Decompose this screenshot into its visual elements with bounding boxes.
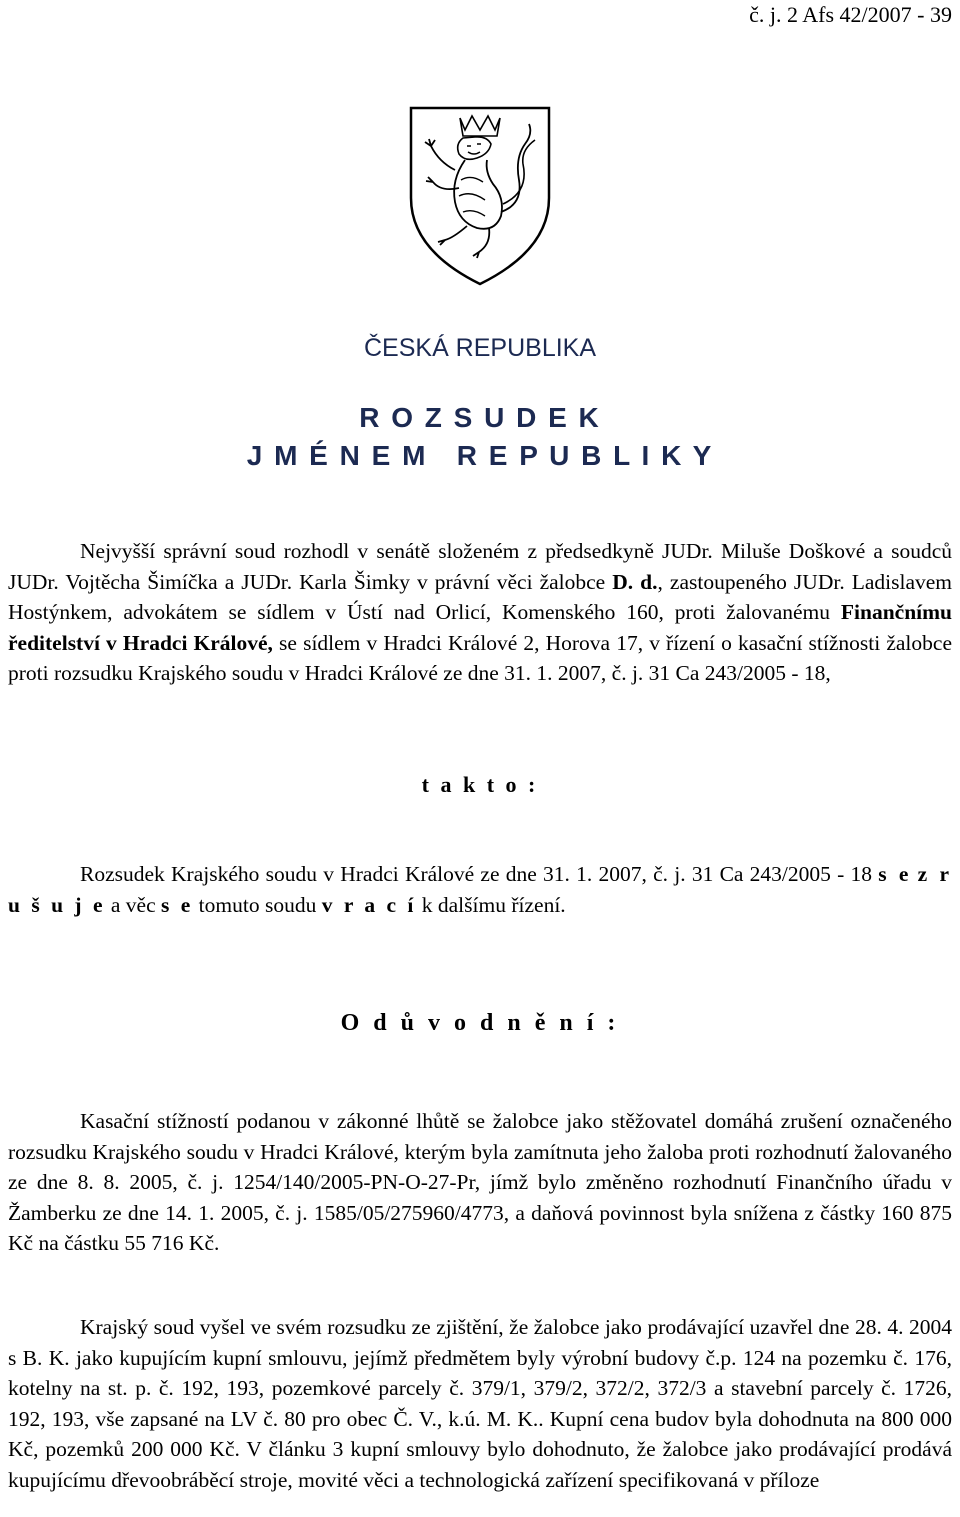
intro-text-3: se sídlem v Hradci Králové 2, Horova 17, v řízení o kasační stížnosti žalobce proti rozsudku Krajského soudu v Hradci Králové ze dne 31. 1. 2007, č. j. 31 Ca 243/2005 - 18, (8, 630, 952, 686)
takto-heading: t a k t o : (421, 772, 539, 797)
verdict-word-se-2: s e (161, 892, 194, 917)
reasoning-paragraph-2 (8, 1312, 952, 1496)
intro-paragraph (8, 536, 952, 689)
reasoning-heading: O d ů v o d n ě n í : (340, 1010, 620, 1036)
verdict-word-vraci: v r a c í (321, 892, 417, 917)
verdict-text-1: Rozsudek Krajského soudu v Hradci Králové ze dne 31. 1. 2007, č. j. 31 Ca 243/2005 - 18 (80, 862, 879, 886)
reasoning-paragraph-1 (8, 1106, 952, 1259)
reasoning-text-1: Kasační stížností podanou v zákonné lhůtě se žalobce jako stěžovatel domáhá zrušení označeného rozsudku Krajského soudu v Hradci Králové, kterým byla zamítnuta jeho žaloba proti rozhodnutí žalovaného ze dne 8. 8. 2005, č. j. 1254/140/2005-PN-O-27-Pr, jímž bylo změněno rozhodnutí Finančního úřadu v Žamberku ze dne 14. 1. 2005, č. j. 1585/05/275960/4773, a daňová povinnost byla snížena z částky 160 875 Kč na částku 55 716 Kč. (8, 1109, 952, 1256)
country-heading: ČESKÁ REPUBLIKA (363, 334, 597, 362)
plaintiff-name: D. d. (612, 569, 658, 594)
verdict-paragraph (8, 859, 952, 920)
case-reference: č. j. 2 Afs 42/2007 - 39 (749, 2, 952, 27)
reasoning-text-2: Krajský soud vyšel ve svém rozsudku ze zjištění, že žalobce jako prodávající uzavřel dne 28. 4. 2004 s B. K. jako kupujícím kupní smlouvu, jejímž předmětem byly výrobní budovy č.p. 124 na pozemku č. 176, kotelny na st. p. č. 192, 193, pozemkové parcely č. 379/1, 379/2, 372/2, 372/3 a stavební parcely č. 1726, 192, 193, vše zapsané na LV č. 80 pro obec Č. V., k.ú. M. K.. Kupní cena budov byla dohodnuta na 800 000 Kč, pozemků 200 000 Kč. V článku 3 kupní smlouvy bylo dohodnuto, že žalobce jako prodávající prodává kupujícímu dřevoobráběcí stroje, movité věci a technologická zařízení specifikovaná v příloze (8, 1315, 952, 1492)
defendant-name: Finančnímu ředitelství v Hradci Králové, (8, 600, 952, 655)
coat-of-arms-emblem (405, 100, 555, 290)
verdict-text-3: tomuto soudu (193, 892, 322, 917)
judgment-title: R O Z S U D E K (359, 402, 601, 433)
verdict-text-2: a věc (105, 892, 161, 917)
intro-text-1: Nejvyšší správní soud rozhodl v senátě složeném z předsedkyně JUDr. Miluše Doškové a soudců JUDr. Vojtěcha Šimíčka a JUDr. Karla Šimky v právní věci žalobce (8, 539, 952, 594)
verdict-text-4: k dalšímu řízení. (416, 892, 566, 917)
verdict-word-se: s e (878, 862, 912, 886)
judgment-subtitle: J M É N E M R E P U B L I K Y (246, 440, 714, 471)
verdict-word-zrusuje: z r u š u j e (8, 862, 952, 917)
intro-text-2: , zastoupeného JUDr. Ladislavem Hostýnkem, advokátem se sídlem v Ústí nad Orlicí, Komenského 160, proti žalovanému (8, 569, 953, 625)
